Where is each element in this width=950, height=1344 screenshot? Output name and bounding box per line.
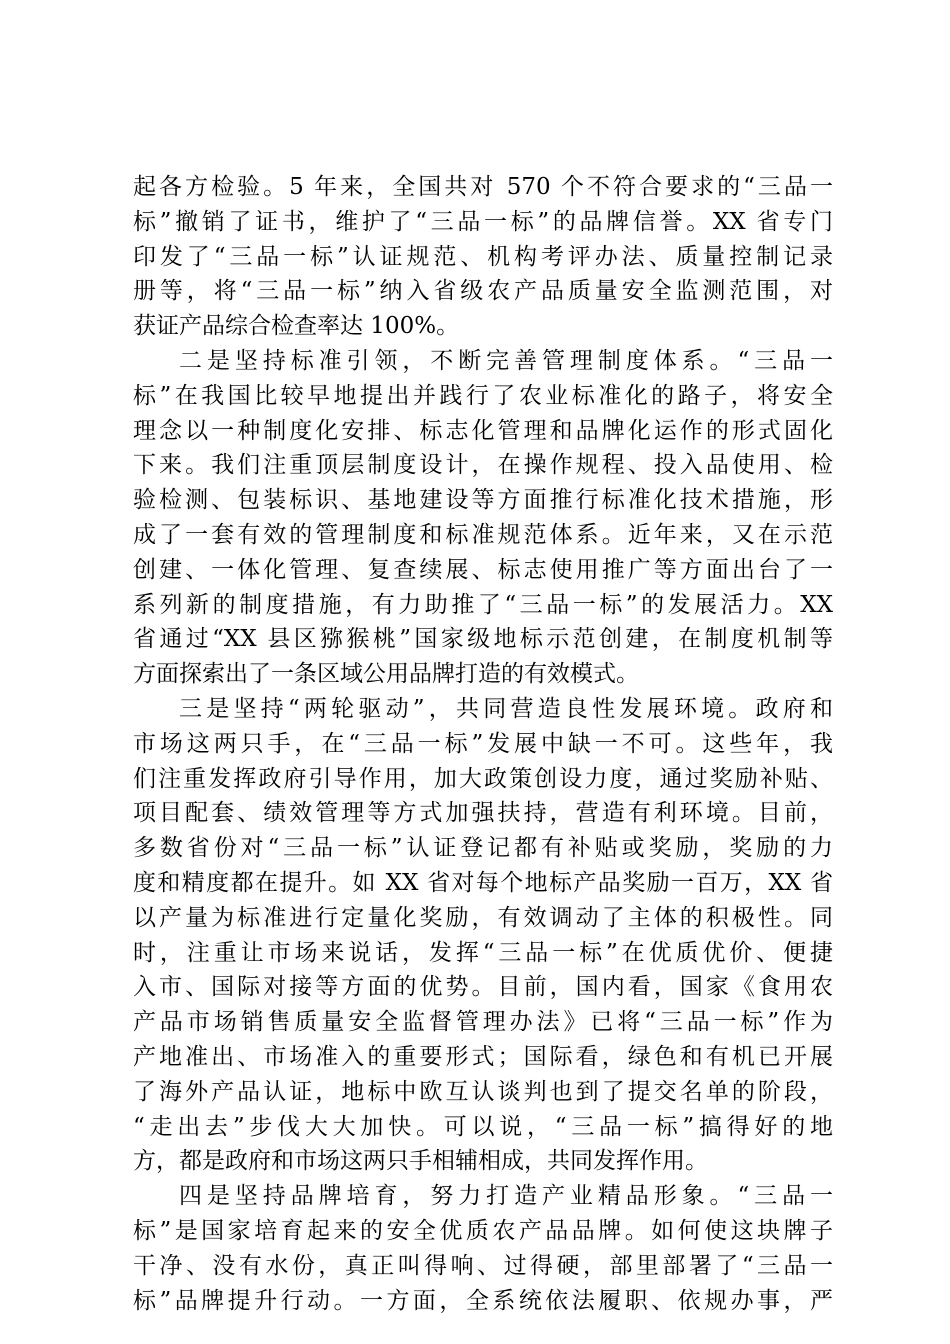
text-line: 验检测、包装标识、基地建设等方面推行标准化技术措施，形	[133, 487, 833, 514]
text-line: 理念以一种制度化安排、标志化管理和品牌化运作的形式固化	[133, 417, 833, 444]
paragraph-start-line: 四是坚持品牌培育，努力打造产业精品形象。“三品一	[179, 1183, 833, 1210]
text-line: 成了一套有效的管理制度和标准规范体系。近年来，又在示范	[133, 521, 833, 548]
text-line: 方，都是政府和市场这两只手相辅相成，共同发挥作用。	[133, 1148, 708, 1175]
text-line: 获证产品综合检查率达 100%。	[133, 313, 460, 340]
text-line: 产品市场销售质量安全监督管理办法》已将“三品一标”作为	[133, 1009, 833, 1036]
text-line: 多数省份对“三品一标”认证登记都有补贴或奖励，奖励的力	[133, 835, 833, 862]
text-line: 以产量为标准进行定量化奖励，有效调动了主体的积极性。同	[133, 904, 833, 931]
text-line: 省通过“XX 县区猕猴桃”国家级地标示范创建，在制度机制等	[133, 626, 833, 653]
text-line: 标”在我国比较早地提出并践行了农业标准化的路子，将安全	[133, 382, 833, 409]
text-line: 方面探索出了一条区域公用品牌打造的有效模式。	[133, 661, 639, 688]
text-line: 创建、一体化管理、复查续展、标志使用推广等方面出台了一	[133, 556, 833, 583]
text-line: 入市、国际对接等方面的优势。目前，国内看，国家《食用农	[133, 974, 833, 1001]
text-line: 标”撤销了证书，维护了“三品一标”的品牌信誉。XX 省专门	[133, 208, 833, 235]
text-line: 们注重发挥政府引导作用，加大政策创设力度，通过奖励补贴、	[133, 765, 833, 792]
body-text	[133, 170, 833, 1318]
text-line: 市场这两只手，在“三品一标”发展中缺一不可。这些年，我	[133, 730, 833, 757]
text-line: 时，注重让市场来说话，发挥“三品一标”在优质优价、便捷	[133, 939, 833, 966]
paragraph-start-line: 三是坚持“两轮驱动”，共同营造良性发展环境。政府和	[179, 695, 833, 722]
text-line: “走出去”步伐大大加快。可以说，“三品一标”搞得好的地	[133, 1113, 833, 1140]
text-line: 印发了“三品一标”认证规范、机构考评办法、质量控制记录	[133, 243, 833, 270]
text-line: 册等，将“三品一标”纳入省级农产品质量安全监测范围，对	[133, 278, 833, 305]
text-line: 起各方检验。5 年来，全国共对 570 个不符合要求的“三品一	[133, 174, 833, 200]
text-line: 了海外产品认证，地标中欧互认谈判也到了提交名单的阶段，	[133, 1078, 833, 1105]
text-line: 下来。我们注重顶层制度设计，在操作规程、投入品使用、检	[133, 452, 833, 479]
text-line: 系列新的制度措施，有力助推了“三品一标”的发展活力。XX	[133, 591, 833, 618]
text-line: 标”品牌提升行动。一方面，全系统依法履职、依规办事，严	[133, 1287, 833, 1314]
text-line: 项目配套、绩效管理等方式加强扶持，营造有利环境。目前，	[133, 800, 833, 827]
paragraph-start-line: 二是坚持标准引领，不断完善管理制度体系。“三品一	[179, 347, 833, 374]
text-line: 度和精度都在提升。如 XX 省对每个地标产品奖励一百万，XX 省	[133, 869, 833, 896]
text-line: 标”是国家培育起来的安全优质农产品品牌。如何使这块牌子	[133, 1217, 833, 1244]
text-line: 产地准出、市场准入的重要形式；国际看，绿色和有机已开展	[133, 1043, 833, 1070]
text-line: 干净、没有水份，真正叫得响、过得硬，部里部署了“三品一	[133, 1252, 833, 1279]
